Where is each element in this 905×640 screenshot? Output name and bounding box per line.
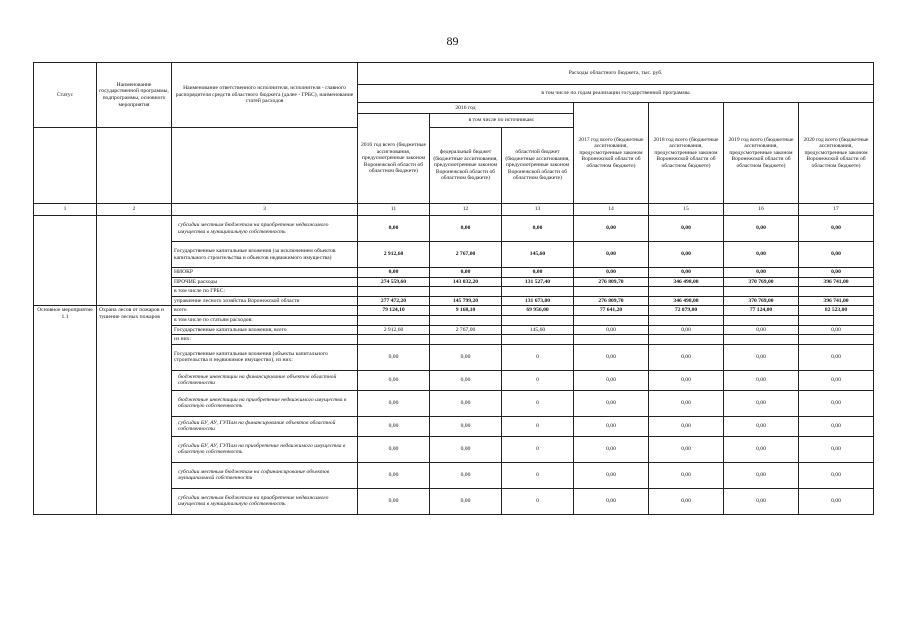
value-cell: 0	[502, 488, 574, 514]
header-status: Статус	[34, 63, 97, 128]
column-index-cell: 15	[649, 204, 724, 216]
row-label: бюджетные инвестиции на приобретение недвижимого имущества в областную собственность	[172, 390, 358, 416]
value-cell: 69 956,00	[502, 306, 574, 316]
column-index-row	[34, 204, 874, 216]
row-label: субсидии местным бюджетам на приобретение недвижимого имущества в муниципальную собственность	[172, 488, 358, 514]
row-label: Государственные капитальные вложения (объекты капитального строительства и недвижимое имущество), из них:	[172, 344, 358, 370]
value-cell: 396 741,00	[799, 277, 874, 287]
value-cell: 0	[502, 436, 574, 462]
value-cell: 0,00	[574, 268, 649, 278]
row-label: ПРОЧИЕ расходы	[172, 277, 358, 287]
value-cell: 274 559,60	[358, 277, 430, 287]
value-cell: 2 767,00	[430, 325, 502, 335]
header-program-name: Наименование государственной программы, подпрограммы, основного мероприятия	[97, 63, 172, 128]
value-cell: 2 912,60	[358, 325, 430, 335]
page-number: 89	[446, 34, 459, 48]
value-cell: 145 799,20	[430, 296, 502, 306]
header-col-2016-total: 2016 год всего (бюджетные ассигнования, предусмотренные законом Воронежской области об областном бюджете)	[358, 114, 430, 204]
value-cell: 0	[502, 390, 574, 416]
row-label: всего	[172, 306, 358, 316]
column-index-cell: 13	[502, 204, 574, 216]
value-cell	[799, 335, 874, 345]
value-cell: 0,00	[358, 344, 430, 370]
column-index-cell: 17	[799, 204, 874, 216]
budget-table	[33, 62, 874, 515]
value-cell: 0,00	[430, 216, 502, 242]
value-cell: 276 809,70	[574, 296, 649, 306]
value-cell	[799, 287, 874, 297]
value-cell: 0,00	[799, 416, 874, 436]
value-cell: 0,00	[724, 462, 799, 488]
value-cell: 346 498,00	[649, 277, 724, 287]
value-cell	[502, 287, 574, 297]
value-cell: 0,00	[649, 325, 724, 335]
value-cell: 0,00	[574, 416, 649, 436]
value-cell	[649, 315, 724, 325]
value-cell: 79 124,10	[358, 306, 430, 316]
value-cell: 0,00	[574, 390, 649, 416]
value-cell: 0,00	[574, 216, 649, 242]
value-cell	[502, 315, 574, 325]
value-cell: 0,00	[724, 242, 799, 268]
row-label: в том числе по ГРБС:	[172, 287, 358, 297]
value-cell: 0,00	[358, 390, 430, 416]
value-cell: 0,00	[430, 416, 502, 436]
value-cell: 0,00	[430, 436, 502, 462]
value-cell	[574, 315, 649, 325]
event-name-cell: Охрана лесов от пожаров и тушение лесных пожаров	[97, 306, 172, 514]
header-col-federal: федеральный бюджет (бюджетные ассигнования, предусмотренные законом Воронежской области об областном бюджете)	[430, 128, 502, 204]
value-cell: 0,00	[724, 344, 799, 370]
value-cell: 0,00	[649, 370, 724, 390]
column-index-cell: 3	[172, 204, 358, 216]
value-cell: 0,00	[574, 436, 649, 462]
value-cell: 0,00	[430, 462, 502, 488]
header-executor: Наименование ответственного исполнителя, исполнителя - главного распорядителя средств областного бюджета (далее - ГРБС), наименование статей расходов	[172, 63, 358, 128]
value-cell: 0,00	[649, 268, 724, 278]
value-cell: 77 641,20	[574, 306, 649, 316]
value-cell: 0,00	[574, 370, 649, 390]
value-cell: 131 673,00	[502, 296, 574, 306]
value-cell: 0,00	[649, 344, 724, 370]
value-cell: 0,00	[358, 416, 430, 436]
value-cell: 0,00	[574, 242, 649, 268]
value-cell: 0	[502, 344, 574, 370]
value-cell: 0,00	[358, 370, 430, 390]
value-cell: 0,00	[649, 488, 724, 514]
value-cell: 143 032,20	[430, 277, 502, 287]
header-col-2019: 2019 год всего (бюджетные ассигнования, предусмотренные законом Воронежской области об областном бюджете)	[724, 103, 799, 204]
value-cell: 0,00	[799, 268, 874, 278]
header-incl-sources: в том числе по источникам:	[430, 114, 574, 128]
value-cell: 0,00	[724, 416, 799, 436]
header-col-regional: областной бюджет (бюджетные ассигнования, предусмотренные законом Воронежской области об областном бюджете)	[502, 128, 574, 204]
value-cell: 0,00	[358, 462, 430, 488]
value-cell: 0,00	[502, 216, 574, 242]
value-cell: 0,00	[799, 488, 874, 514]
program-cell	[97, 216, 172, 306]
value-cell: 0,00	[649, 216, 724, 242]
value-cell: 396 741,00	[799, 296, 874, 306]
event-status-cell: Основное мероприятие 1.1	[34, 306, 97, 514]
value-cell: 0,00	[724, 436, 799, 462]
value-cell: 0,00	[799, 462, 874, 488]
value-cell: 0,00	[724, 268, 799, 278]
value-cell: 0,00	[358, 488, 430, 514]
table-row	[34, 306, 874, 316]
value-cell	[649, 335, 724, 345]
value-cell	[799, 315, 874, 325]
value-cell: 370 769,00	[724, 277, 799, 287]
value-cell	[574, 335, 649, 345]
row-label: субсидии местным бюджетам на приобретение недвижимого имущества в муниципальную собственность	[172, 216, 358, 242]
column-index-cell: 16	[724, 204, 799, 216]
row-label: из них:	[172, 335, 358, 345]
value-cell: 346 498,00	[649, 296, 724, 306]
value-cell: 0	[502, 462, 574, 488]
value-cell	[724, 287, 799, 297]
value-cell: 0,00	[799, 216, 874, 242]
row-label: управление лесного хозяйства Воронежской области	[172, 296, 358, 306]
row-label: Государственные капитальные вложения, всего	[172, 325, 358, 335]
value-cell: 0,00	[358, 268, 430, 278]
value-cell: 0,00	[358, 436, 430, 462]
value-cell: 0,00	[430, 344, 502, 370]
value-cell: 0	[502, 370, 574, 390]
value-cell: 0,00	[430, 268, 502, 278]
header-col-2020: 2020 год всего (бюджетные ассигнования, предусмотренные законом Воронежской области об областном бюджете)	[799, 103, 874, 204]
value-cell: 9 168,10	[430, 306, 502, 316]
column-index-cell: 12	[430, 204, 502, 216]
value-cell	[724, 315, 799, 325]
value-cell: 370 769,00	[724, 296, 799, 306]
value-cell: 0,00	[799, 390, 874, 416]
value-cell: 0,00	[649, 416, 724, 436]
value-cell: 145,60	[502, 325, 574, 335]
value-cell	[430, 287, 502, 297]
value-cell: 0,00	[724, 390, 799, 416]
value-cell: 131 527,40	[502, 277, 574, 287]
value-cell	[358, 315, 430, 325]
value-cell	[358, 287, 430, 297]
value-cell: 0,00	[649, 242, 724, 268]
value-cell: 0,00	[724, 370, 799, 390]
value-cell	[430, 315, 502, 325]
row-label: бюджетные инвестиции на финансирование объектов областной собственности	[172, 370, 358, 390]
value-cell: 0,00	[574, 462, 649, 488]
row-label: НИОКР	[172, 268, 358, 278]
value-cell: 2 912,60	[358, 242, 430, 268]
value-cell: 145,60	[502, 242, 574, 268]
value-cell: 0,00	[724, 325, 799, 335]
value-cell: 0,00	[358, 216, 430, 242]
header-expenses: Расходы областного бюджета, тыс. руб.	[358, 63, 874, 85]
value-cell	[358, 335, 430, 345]
value-cell: 0,00	[502, 268, 574, 278]
value-cell: 2 767,00	[430, 242, 502, 268]
value-cell	[430, 335, 502, 345]
value-cell: 276 809,70	[574, 277, 649, 287]
table-row	[34, 216, 874, 242]
row-label: субсидии БУ, АУ, ГУПам на финансирование объектов областной собственности	[172, 416, 358, 436]
value-cell: 0,00	[649, 436, 724, 462]
row-label: субсидии БУ, АУ, ГУПам на приобретение недвижимого имущества в областную собственность	[172, 436, 358, 462]
row-label: в том числе по статьям расходов:	[172, 315, 358, 325]
value-cell: 82 523,00	[799, 306, 874, 316]
value-cell: 72 079,00	[649, 306, 724, 316]
row-label: Государственные капитальные вложения (за исключением объектов капитального строительства и объектов недвижимого имущества)	[172, 242, 358, 268]
header-col-2017: 2017 год всего (бюджетные ассигнования, предусмотренные законом Воронежской области об областном бюджете)	[574, 103, 649, 204]
value-cell	[574, 287, 649, 297]
value-cell: 0,00	[799, 325, 874, 335]
value-cell: 0,00	[430, 488, 502, 514]
value-cell: 0,00	[799, 436, 874, 462]
value-cell: 0,00	[649, 390, 724, 416]
value-cell	[649, 287, 724, 297]
header-col-2018: 2018 год всего (бюджетные ассигнования, предусмотренные законом Воронежской области об областном бюджете)	[649, 103, 724, 204]
value-cell: 0,00	[430, 390, 502, 416]
header-by-years: в том числе по годам реализации государственной программы	[358, 85, 874, 103]
status-cell	[34, 216, 97, 306]
column-index-cell: 2	[97, 204, 172, 216]
column-index-cell: 11	[358, 204, 430, 216]
value-cell: 77 124,00	[724, 306, 799, 316]
row-label: субсидии местным бюджетам на софинансирование объектов муниципальной собственности	[172, 462, 358, 488]
value-cell: 0,00	[574, 344, 649, 370]
value-cell: 0,00	[799, 370, 874, 390]
value-cell: 277 472,20	[358, 296, 430, 306]
column-index-cell: 1	[34, 204, 97, 216]
value-cell: 0	[502, 416, 574, 436]
value-cell	[502, 335, 574, 345]
value-cell: 0,00	[430, 370, 502, 390]
value-cell: 0,00	[649, 462, 724, 488]
header-year-2016: 2016 год	[358, 103, 574, 114]
value-cell: 0,00	[724, 488, 799, 514]
value-cell	[724, 335, 799, 345]
value-cell: 0,00	[799, 242, 874, 268]
value-cell: 0,00	[799, 344, 874, 370]
value-cell: 0,00	[574, 325, 649, 335]
column-index-cell: 14	[574, 204, 649, 216]
value-cell: 0,00	[574, 488, 649, 514]
value-cell: 0,00	[724, 216, 799, 242]
